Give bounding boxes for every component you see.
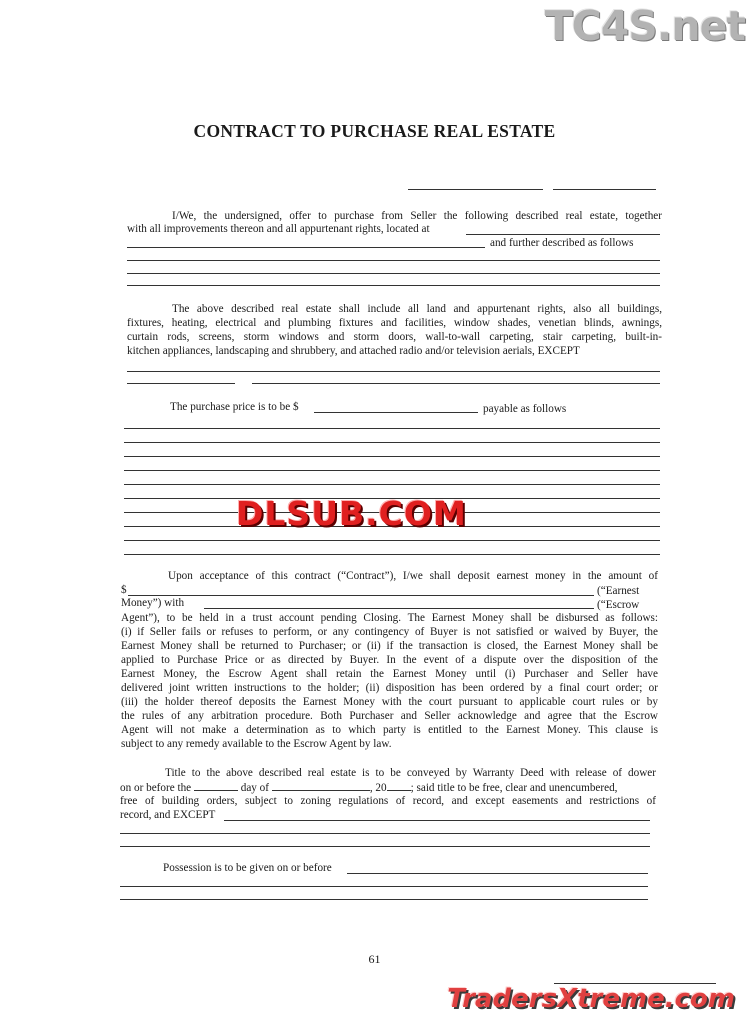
possession-line [120, 886, 648, 887]
price-tail: payable as follows [483, 403, 567, 415]
watermark-tradersxtreme: TradersXtreme.com [447, 984, 735, 1014]
price-label: The purchase price is to be $ [170, 401, 299, 413]
inclusions-line-2: fixtures, heating, electrical and plumbing fixtures and facilities, window shades, venetian blinds, awnings, [127, 317, 662, 329]
page-number: 61 [368, 952, 381, 966]
document-title: CONTRACT TO PURCHASE REAL ESTATE [193, 121, 556, 141]
description-line [127, 285, 660, 286]
escrow-agent-blank [204, 608, 594, 609]
year-blank [387, 780, 411, 791]
earnest-body-2: (i) if Seller fails or refuses to perform, or any contingency of Buyer is not satisfied or waived by Buyer, the [121, 626, 658, 638]
earnest-body-5: Earnest Money, the Escrow Agent shall retain the Earnest Money until (i) Purchaser and Seller have [121, 668, 658, 680]
earnest-body-1: Agent”), to be held in a trust account pending Closing. The Earnest Money shall be disbursed as follows: [121, 612, 658, 624]
earnest-line-1: Upon acceptance of this contract (“Contract”), I/we shall deposit earnest money in the amount of [168, 570, 658, 582]
payment-line [124, 456, 660, 457]
except-line [127, 383, 235, 384]
earnest-amount-blank [128, 595, 594, 596]
payment-line [124, 540, 660, 541]
title-free-clear: ; said title to be free, clear and unencumbered, [410, 782, 618, 794]
inclusions-line-3: curtain rods, screens, storm windows and storm doors, wall-to-wall carpeting, stair carpeting, built-in- [127, 331, 662, 343]
except-line [252, 383, 660, 384]
title-line-3: free of building orders, subject to zoning regulations of record, and except easements and restrictions of [120, 795, 656, 807]
intro-line-2: with all improvements thereon and all appurtenant rights, located at [127, 223, 430, 235]
blank-line [408, 189, 543, 190]
day-blank [194, 780, 238, 791]
title-except-line [120, 846, 650, 847]
title-year-prefix: , 20 [369, 782, 387, 794]
earnest-body-7: (iii) the holder thereof deposits the Earnest Money with the court pursuant to applicable court rules or by [121, 696, 658, 708]
earnest-tail: (“Earnest [597, 585, 640, 597]
description-line [127, 273, 660, 274]
inclusions-line-1: The above described real estate shall include all land and appurtenant rights, also all buildings, [172, 303, 662, 315]
title-line-4: record, and EXCEPT [120, 809, 216, 821]
earnest-body-9: Agent will not make a determination as to which party is entitled to the Earnest Money. This clause is [121, 724, 658, 736]
earnest-body-8: the rules of any arbitration procedure. Both Purchaser and Seller acknowledge and agree that the Escrow [121, 710, 658, 722]
escrow-tail: (“Escrow [597, 599, 640, 611]
intro-tail: and further described as follows [490, 237, 634, 249]
possession-line [120, 899, 648, 900]
blank-line [553, 189, 656, 190]
watermark-dlsub: DLSUB.COM [236, 494, 467, 533]
payment-line [124, 484, 660, 485]
earnest-body-4: applied to Purchase Price or as directed by Buyer. In the event of a dispute over the disposition of the [121, 654, 658, 666]
earnest-body-10: subject to any remedy available to the Escrow Agent by law. [121, 738, 392, 750]
watermark-tc4s: TC4S.net [544, 2, 745, 50]
intro-line-1: I/We, the undersigned, offer to purchase from Seller the following described real estate, together [172, 210, 662, 222]
title-except-blank [224, 820, 650, 821]
possession-label: Possession is to be given on or before [163, 862, 332, 874]
title-on-or-before: on or before the [120, 782, 192, 794]
payment-line [124, 470, 660, 471]
earnest-money-with: Money”) with [121, 597, 185, 609]
title-line-1: Title to the above described real estate is to be conveyed by Warranty Deed with release of dower [165, 767, 656, 779]
inclusions-line-4: kitchen appliances, landscaping and shrubbery, and attached radio and/or television aerials, EXCEPT [127, 345, 580, 357]
earnest-body-3: Earnest Money shall be returned to Purchaser; or (ii) if the transaction is closed, the Earnest Money shall be [121, 640, 658, 652]
earnest-body-6: delivered joint written instructions to the holder; (ii) disposition has been ordered by a final court order; or [121, 682, 658, 694]
location-blank [466, 234, 660, 235]
title-except-line [120, 833, 650, 834]
possession-blank [347, 873, 648, 874]
title-line-2 [120, 780, 617, 795]
month-blank [272, 780, 370, 791]
price-blank [314, 412, 478, 413]
title-day-of: day of [240, 782, 270, 794]
payment-line [124, 554, 660, 555]
payment-line [124, 442, 660, 443]
except-line [127, 371, 660, 372]
payment-line [124, 428, 660, 429]
earnest-dollar: $ [121, 584, 127, 596]
description-line [127, 260, 660, 261]
location-blank-2 [127, 247, 485, 248]
